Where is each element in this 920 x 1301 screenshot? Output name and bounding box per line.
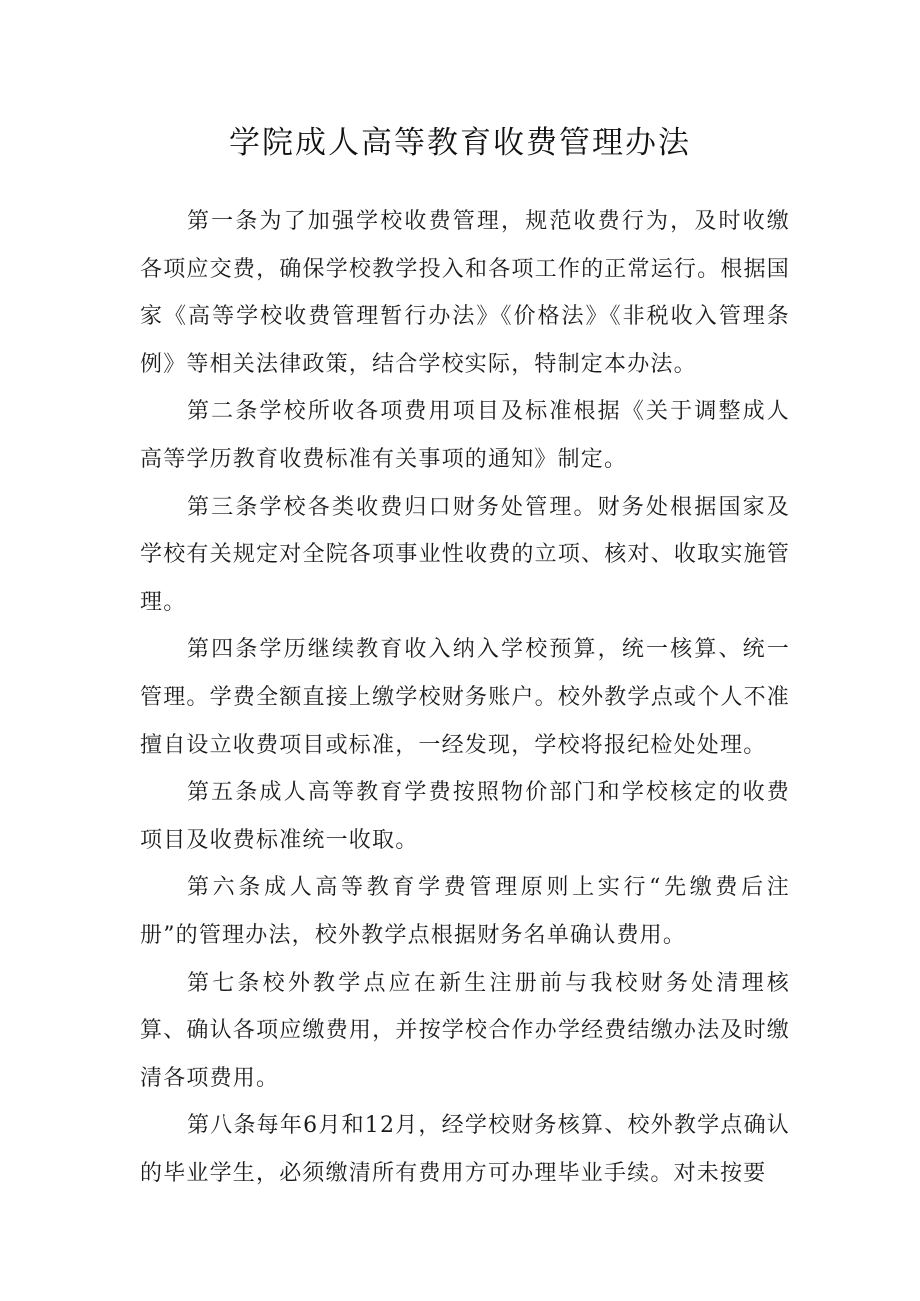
article-7: 第七条校外教学点应在新生注册前与我校财务处清理核算、确认各项应缴费用，并按学校合作办学经费结缴办法及时缴清各项费用。 [140,970,790,1091]
article-5: 第五条成人高等教育学费按照物价部门和学校核定的收费项目及收费标准统一收取。 [140,780,790,853]
article-3: 第三条学校各类收费归口财务处管理。财务处根据国家及学校有关规定对全院各项事业性收费的立项、核对、收取实施管理。 [140,494,790,615]
article-6: 第六条成人高等教育学费管理原则上实行“先缴费后注册”的管理办法，校外教学点根据财务名单确认费用。 [140,875,790,948]
article-2: 第二条学校所收各项费用项目及标准根据《关于调整成人高等学历教育收费标准有关事项的通知》制定。 [140,399,790,472]
article-4: 第四条学历继续教育收入纳入学校预算，统一核算、统一管理。学费全额直接上缴学校财务账户。校外教学点或个人不准擅自设立收费项目或标准，一经发现，学校将报纪检处处理。 [140,637,790,758]
article-8: 第八条每年6月和12月，经学校财务核算、校外教学点确认的毕业学生，必须缴清所有费用方可办理毕业手续。对未按要 [140,1113,790,1186]
document-title: 学院成人高等教育收费管理办法 [229,125,691,161]
document-body [140,198,790,1197]
article-1: 第一条为了加强学校收费管理，规范收费行为，及时收缴各项应交费，确保学校教学投入和各项工作的正常运行。根据国家《高等学校收费管理暂行办法》《价格法》《非税收入管理条例》等相关法律政策，结合学校实际，特制定本办法。 [140,209,790,377]
